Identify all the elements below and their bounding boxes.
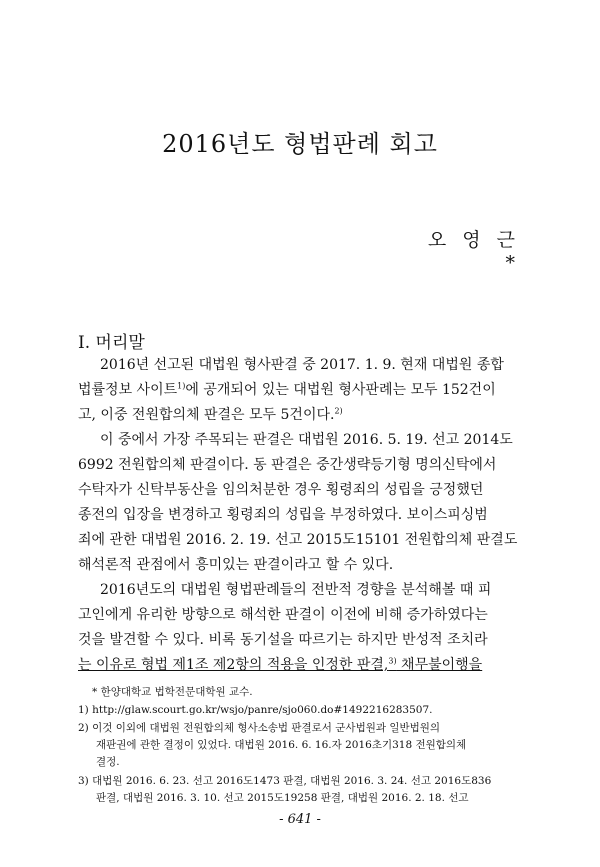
footnote-2-cont: 재판권에 관한 결정이 있었다. 대법원 2016. 6. 16.자 2016초기318 전원합의체: [96, 739, 467, 751]
footnote-3: 3) 대법원 2016. 6. 23. 선고 2016도1473 판결, 대법원 2016. 3. 24. 선고 2016도836: [78, 775, 492, 787]
footnote-2: 2) 이것 이외에 대법원 전원합의체 형사소송법 판결로서 군사법원과 일반법원의: [78, 722, 441, 734]
body-line: 는 이유로 형법 제1조 제2항의 적용을 인정한 판결,$^{3)}$ 채무불이행을: [78, 656, 483, 673]
page-number: - 641 -: [279, 812, 321, 827]
body-line: 고, 이중 전원합의체 판결은 모두 5건이다.$^{2)}$: [78, 406, 343, 423]
section-heading: Ⅰ. 머리말: [78, 333, 145, 353]
body-line: 종전의 입장을 변경하고 횡령죄의 성립을 부정하였다. 보이스피싱범: [78, 507, 488, 523]
footnote-ref[interactable]: 3): [388, 656, 397, 666]
body-line: 해석론적 관점에서 흥미있는 판결이라고 할 수 있다.: [78, 557, 394, 573]
body-line: 법률정보 사이트$^{1)}$에 공개되어 있는 대법원 형사판례는 모두 152건이: [78, 381, 496, 398]
footnote-ref[interactable]: 2): [334, 406, 343, 416]
footnote-1[interactable]: 1) http://glaw.scourt.go.kr/wsjo/panre/sjo060.do#1492216283507.: [78, 704, 433, 716]
author-name: 오 영 근*: [427, 229, 520, 274]
footnote-affiliation: * 한양대학교 법학전문대학원 교수.: [92, 686, 253, 698]
body-line: 이 중에서 가장 주목되는 판결은 대법원 2016. 5. 19. 선고 2014도: [100, 432, 513, 448]
body-line: 수탁자가 신탁부동산을 임의처분한 경우 횡령죄의 성립을 긍정했던: [78, 482, 484, 498]
body-line: 죄에 관한 대법원 2016. 2. 19. 선고 2015도15101 전원합의체 판결도: [78, 532, 518, 548]
body-line: 2016년도의 대법원 형법판례들의 전반적 경향을 분석해볼 때 피: [100, 582, 492, 598]
body-line: 6992 전원합의체 판결이다. 동 판결은 중간생략등기형 명의신탁에서: [78, 457, 497, 473]
body-line: 고인에게 유리한 방향으로 해석한 판결이 이전에 비해 증가하였다는: [78, 607, 488, 623]
page-title: 2016년도 형법판례 회고: [162, 130, 438, 158]
footnote-2-cont: 결정.: [96, 756, 120, 768]
footnote-ref[interactable]: 1): [177, 381, 186, 391]
body-line: 것을 발견할 수 있다. 비록 동기설을 따르기는 하지만 반성적 조치라: [78, 632, 488, 648]
body-line: 2016년 선고된 대법원 형사판결 중 2017. 1. 9. 현재 대법원 종합: [100, 357, 504, 373]
footnote-3-cont: 판결, 대법원 2016. 3. 10. 선고 2015도19258 판결, 대법원 2016. 2. 18. 선고: [96, 792, 469, 804]
